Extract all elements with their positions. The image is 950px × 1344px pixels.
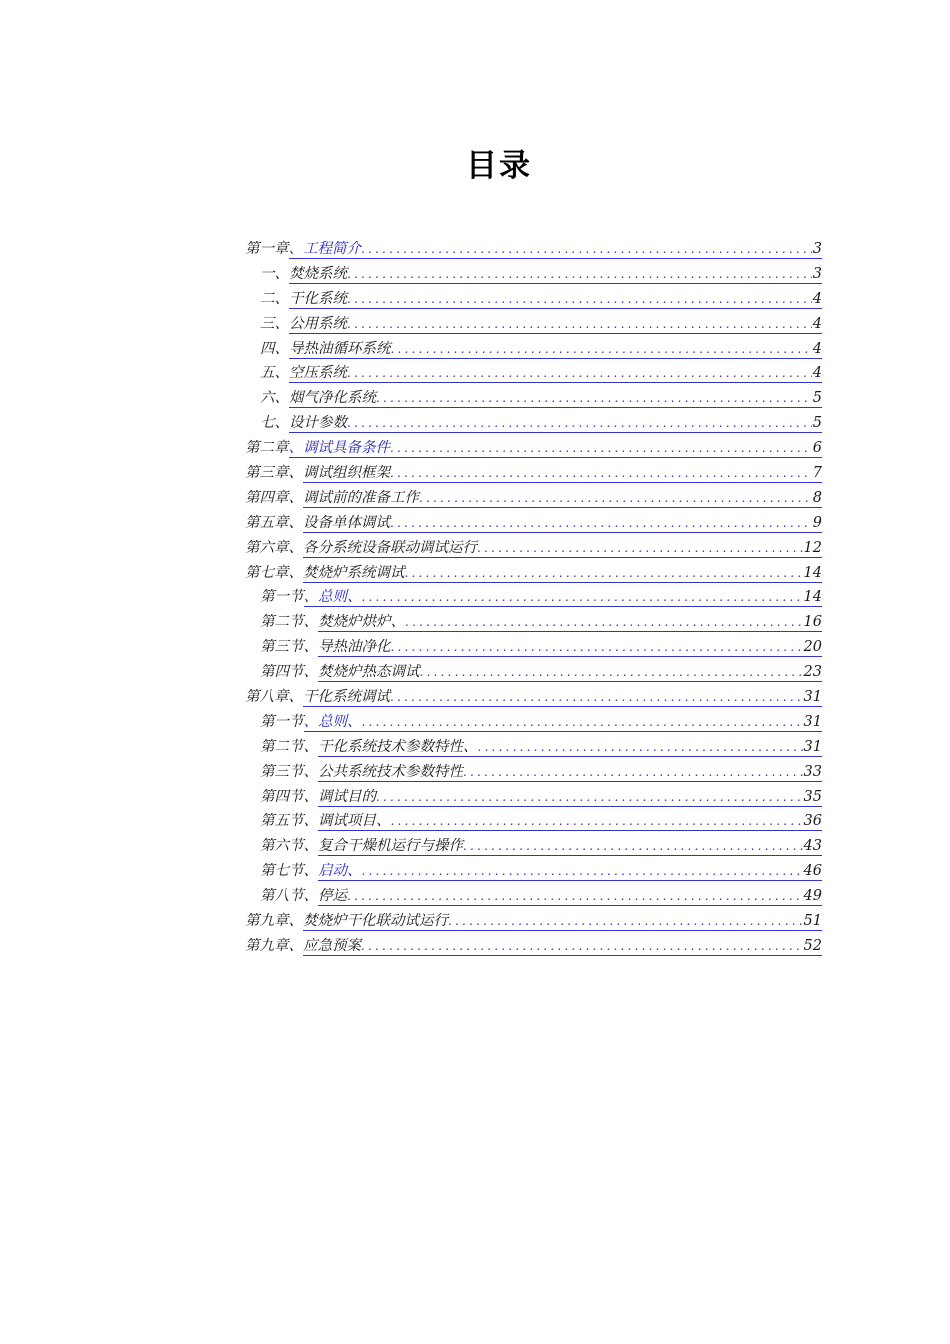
toc-dot-leader	[376, 789, 803, 807]
toc-dot-leader	[391, 813, 803, 831]
toc-dot-leader	[390, 689, 803, 707]
toc-page-number[interactable]: 4	[812, 340, 822, 357]
toc-dot-leader	[391, 341, 812, 359]
toc-entry-title[interactable]: 设备单体调试	[303, 514, 390, 531]
toc-entry[interactable]	[245, 511, 822, 536]
toc-dot-leader	[405, 565, 803, 583]
toc-page-number[interactable]: 31	[803, 738, 822, 755]
toc-entry-prefix: 第六节、	[260, 838, 318, 855]
toc-dot-leader	[362, 589, 803, 607]
toc-entry-prefix: 二、	[260, 290, 289, 307]
toc-entry-prefix: 第九章、	[245, 913, 303, 930]
toc-entry-title[interactable]: 烟气净化系统	[289, 390, 376, 407]
toc-entry[interactable]	[245, 287, 822, 312]
toc-entry[interactable]	[245, 934, 822, 959]
toc-entry-title[interactable]: 焚烧系统	[289, 265, 347, 282]
toc-page-number[interactable]: 31	[803, 689, 822, 706]
toc-entry-title[interactable]: 公用系统	[289, 315, 347, 332]
toc-entry-prefix: 第一节	[260, 589, 304, 606]
toc-page-number[interactable]: 4	[812, 315, 822, 332]
toc-entry-prefix: 第一章	[245, 241, 289, 257]
toc-page-number[interactable]: 5	[812, 390, 822, 407]
toc-dot-leader	[419, 490, 812, 508]
toc-page-number[interactable]: 5	[812, 415, 822, 432]
toc-entry-title[interactable]: 调试项目、	[318, 813, 391, 830]
toc-entry-prefix: 第三节、	[260, 639, 318, 656]
toc-entry-title[interactable]: 导热油净化	[318, 639, 391, 656]
toc-entry-prefix: 第一节	[260, 713, 304, 730]
toc-page-number[interactable]: 14	[803, 589, 822, 606]
toc-entry[interactable]	[245, 237, 822, 262]
toc-entry-title[interactable]: 公共系统技术参数特性	[318, 763, 463, 780]
toc-entry-title[interactable]: 启动、	[318, 863, 362, 880]
toc-entry-prefix: 三、	[260, 315, 289, 332]
toc-dot-leader	[347, 415, 812, 433]
toc-entry-prefix: 七、	[260, 415, 289, 432]
toc-page-number[interactable]: 14	[803, 564, 822, 581]
toc-entry[interactable]	[245, 760, 822, 785]
toc-entry-prefix: 第二节、	[260, 614, 318, 631]
toc-dot-leader	[390, 465, 812, 483]
toc-entry-title[interactable]: 复合干燥机运行与操作	[318, 838, 463, 855]
toc-entry[interactable]	[245, 710, 822, 735]
toc-entry-title[interactable]: 、工程简介	[288, 241, 361, 257]
toc-dot-leader	[463, 764, 803, 782]
toc-dot-leader	[477, 540, 803, 558]
toc-page-number[interactable]: 8	[812, 489, 822, 506]
toc-page-number[interactable]: 36	[803, 813, 822, 830]
toc-entry[interactable]	[245, 635, 822, 660]
toc-entry-title[interactable]: 、调试具备条件	[288, 440, 390, 457]
toc-dot-leader	[361, 241, 812, 259]
toc-entry-prefix: 第二章	[245, 440, 289, 457]
toc-entry-title[interactable]: 空压系统	[289, 365, 347, 382]
toc-dot-leader	[347, 888, 803, 906]
toc-entry-prefix: 一、	[260, 265, 289, 282]
toc-dot-leader	[405, 614, 803, 632]
toc-dot-leader	[362, 714, 803, 732]
toc-entry[interactable]	[245, 884, 822, 909]
toc-entry[interactable]	[245, 610, 822, 635]
toc-page-number[interactable]: 12	[803, 539, 822, 556]
toc-dot-leader	[478, 739, 803, 757]
toc-page-number[interactable]: 3	[812, 241, 822, 257]
toc-entry-title[interactable]: 焚烧炉干化联动试运行	[303, 913, 448, 930]
toc-entry[interactable]	[245, 262, 822, 287]
toc-dot-leader	[347, 291, 812, 309]
toc-entry-title[interactable]: 各分系统设备联动调试运行	[303, 539, 477, 556]
toc-entry[interactable]	[245, 386, 822, 411]
toc-entry-title[interactable]: 调试目的	[318, 788, 376, 805]
toc-entry-title[interactable]: 、总则、	[303, 713, 362, 730]
toc-page-number[interactable]: 7	[812, 465, 822, 482]
toc-page-number[interactable]: 49	[803, 888, 822, 905]
toc-entry-prefix: 第九章、	[245, 937, 303, 954]
toc-dot-leader	[362, 863, 803, 881]
toc-entry-title[interactable]: 导热油循环系统	[289, 340, 391, 357]
toc-entry-prefix: 五、	[260, 365, 289, 382]
toc-page-number[interactable]: 52	[803, 937, 822, 954]
toc-dot-leader	[463, 838, 803, 856]
toc-entry-prefix: 第四节、	[260, 664, 318, 681]
toc-entry-title[interactable]: 焚烧炉热态调试	[318, 664, 420, 681]
toc-entry-title[interactable]: 、总则、	[303, 589, 362, 606]
toc-entry-title[interactable]: 干化系统调试	[303, 689, 390, 706]
toc-entry-title[interactable]: 调试组织框架	[303, 465, 390, 482]
toc-entry-prefix: 第五节、	[260, 813, 318, 830]
toc-page-number[interactable]: 31	[803, 713, 822, 730]
toc-entry-title[interactable]: 调试前的准备工作	[303, 489, 419, 506]
toc-dot-leader	[361, 938, 803, 956]
toc-page-number[interactable]: 23	[803, 664, 822, 681]
toc-dot-leader	[347, 266, 812, 284]
toc-page-number[interactable]: 20	[803, 639, 822, 656]
toc-entry[interactable]	[245, 561, 822, 586]
toc-page-number[interactable]: 43	[803, 838, 822, 855]
toc-entry-prefix: 第二节、	[260, 738, 318, 755]
toc-entry-title[interactable]: 焚烧炉烘炉、	[318, 614, 405, 631]
toc-dot-leader	[347, 316, 812, 334]
toc-page-number[interactable]: 4	[812, 365, 822, 382]
toc-entry-title[interactable]: 停运	[318, 888, 347, 905]
toc-entry[interactable]	[245, 337, 822, 362]
toc-entry[interactable]	[245, 735, 822, 760]
toc-entry-prefix: 第八章、	[245, 689, 303, 706]
toc-page-number[interactable]: 16	[803, 614, 822, 631]
toc-dot-leader	[391, 639, 803, 657]
toc-entry-prefix: 六、	[260, 390, 289, 407]
toc-entry[interactable]	[245, 536, 822, 561]
toc-entry[interactable]	[245, 312, 822, 337]
toc-entry-title[interactable]: 应急预案	[303, 937, 361, 954]
toc-dot-leader	[376, 390, 812, 408]
toc-entry[interactable]	[245, 461, 822, 486]
toc-entry[interactable]	[245, 660, 822, 685]
toc-entry-prefix: 第七节、	[260, 863, 318, 880]
toc-entry-prefix: 第三节、	[260, 763, 318, 780]
toc-page-number[interactable]: 4	[812, 290, 822, 307]
toc-dot-leader	[347, 365, 812, 383]
toc-dot-leader	[390, 515, 812, 533]
toc-entry[interactable]	[245, 411, 822, 436]
toc-entry-prefix: 第三章、	[245, 465, 303, 482]
toc-page-number[interactable]: 9	[812, 514, 822, 531]
toc-entry[interactable]	[245, 361, 822, 386]
toc-entry[interactable]	[245, 685, 822, 710]
toc-entry-title[interactable]: 干化系统	[289, 290, 347, 307]
toc-dot-leader	[390, 440, 812, 458]
toc-entry[interactable]	[245, 809, 822, 834]
toc-page-number[interactable]: 46	[803, 863, 822, 880]
toc-entry-prefix: 四、	[260, 340, 289, 357]
toc-entry[interactable]	[245, 585, 822, 610]
toc-entry-title[interactable]: 干化系统技术参数特性、	[318, 738, 478, 755]
toc-entry[interactable]	[245, 909, 822, 934]
toc-entry-title[interactable]: 焚烧炉系统调试	[303, 564, 405, 581]
toc-entry[interactable]	[245, 436, 822, 461]
table-of-contents	[245, 237, 822, 959]
toc-entry-prefix: 第五章、	[245, 514, 303, 531]
toc-page-number[interactable]: 35	[803, 788, 822, 805]
toc-entry[interactable]	[245, 785, 822, 810]
toc-page-number[interactable]: 3	[812, 265, 822, 282]
toc-entry-prefix: 第八节、	[260, 888, 318, 905]
toc-entry[interactable]	[245, 859, 822, 884]
toc-page-number[interactable]: 33	[803, 763, 822, 780]
toc-entry-prefix: 第六章、	[245, 539, 303, 556]
toc-entry-prefix: 第四章、	[245, 489, 303, 506]
toc-entry[interactable]	[245, 834, 822, 859]
toc-entry-title[interactable]: 设计参数	[289, 415, 347, 432]
toc-title: 目录	[466, 148, 532, 184]
toc-page-number[interactable]: 6	[812, 440, 822, 457]
toc-page-number[interactable]: 51	[803, 913, 822, 930]
toc-entry-prefix: 第四节、	[260, 788, 318, 805]
toc-entry[interactable]	[245, 486, 822, 511]
toc-entry-prefix: 第七章、	[245, 564, 303, 581]
toc-dot-leader	[448, 913, 803, 931]
toc-dot-leader	[420, 664, 803, 682]
